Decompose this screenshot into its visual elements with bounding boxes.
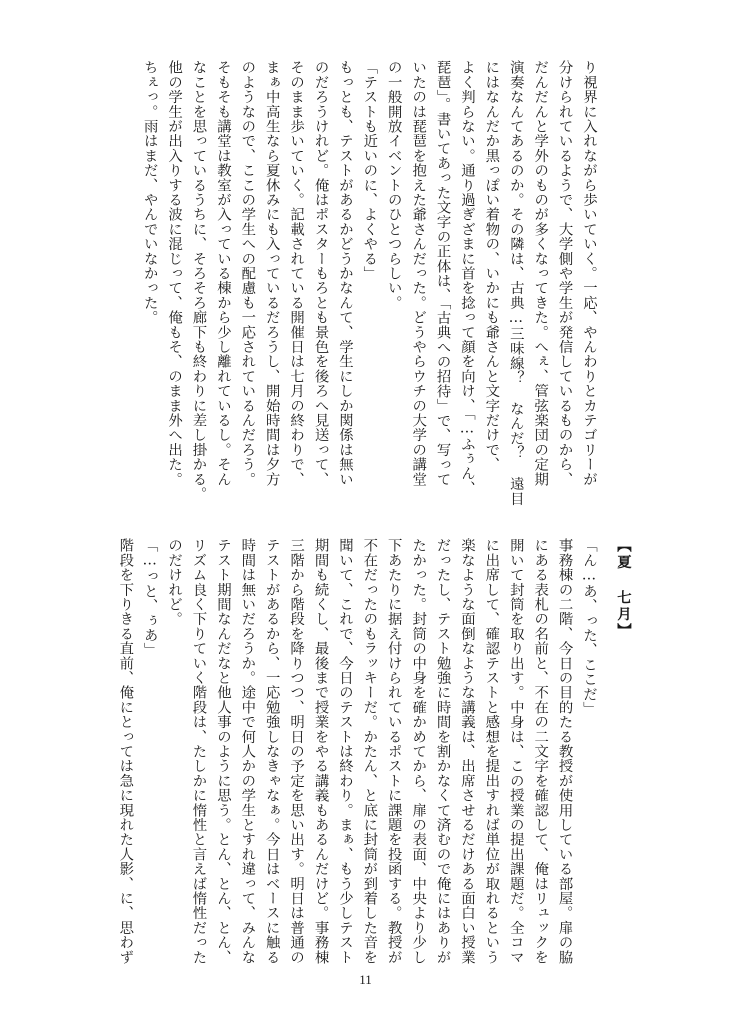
text-line: にある表札の名前と、不在の二文字を確認して、俺はリュックを bbox=[532, 538, 549, 965]
text-line: 事務棟の二階、今日の目的たる教授が使用している部屋。扉の脇 bbox=[556, 538, 573, 965]
text-line: に出席して、確認テストと感想を提出すれば単位が取れるという bbox=[483, 538, 500, 965]
text-line: もっとも、テストがあるかどうかなんて、学生にしか関係は無い bbox=[336, 60, 353, 487]
chapter-heading: 【夏 七月】 bbox=[615, 538, 632, 639]
text-line: だんだんと学外のものが多くなってきた。へぇ、管弦楽団の定期 bbox=[532, 60, 549, 487]
text-line: 三階から階段を降りつつ、明日の予定を思い出す。明日は普通の bbox=[288, 538, 305, 965]
text-line: 演奏なんてあるのか。その隣は、古典…三味線？ なんだ？ 遠目 bbox=[507, 60, 524, 506]
text-line: まぁ中高生なら夏休みにも入っているだろうし、開始時間は夕方 bbox=[263, 60, 280, 487]
text-line: 期間も続くし、最後まで授業をやる講義もあるんだけど。事務棟 bbox=[312, 538, 329, 965]
text-line: 聞いて、これで、今日のテストは終わり。まぁ、もう少しテスト bbox=[336, 538, 353, 965]
text-line: のようなので、ここの学生への配慮も一応されているんだろう。 bbox=[239, 60, 256, 487]
text-line: たかった。封筒の中身を確かめてから、扉の表面、中央より少し bbox=[410, 538, 427, 965]
text-line: 下あたりに据え付けられているポストに課題を投函する。教授が bbox=[385, 538, 402, 965]
text-line: 「…っと、ぅあ」 bbox=[141, 538, 158, 658]
lower-text-block bbox=[113, 538, 601, 978]
text-line: 階段を下りきる直前、俺にとっては急に現れた人影、に、思わず bbox=[117, 538, 134, 965]
text-line: 「テストも近いのに、よくやる」 bbox=[361, 60, 378, 281]
text-line: よく判らない。通り過ぎざまに首を捻って顔を向け、「…ふぅん、 bbox=[458, 60, 475, 496]
upper-text-block bbox=[137, 60, 601, 506]
text-line: テスト期間なんだなと他人事のように思う。とん、とん、とん、 bbox=[214, 538, 231, 965]
text-line: にはなんだか黒っぽい着物の、いかにも爺さんと文字だけで、 bbox=[483, 60, 500, 472]
text-line: のだろうけれど。俺はポスターもろとも景色を後ろへ見送って、 bbox=[312, 60, 329, 487]
text-line: 時間は無いだろうか。途中で何人かの学生とすれ違って、みんな bbox=[239, 538, 256, 965]
text-line: 他の学生が出入りする波に混じって、俺もそ、のまま外へ出た。 bbox=[166, 60, 183, 487]
text-line: リズム良く下りていく階段は、たしかに惰性と言えば惰性だった bbox=[190, 538, 207, 965]
page-number: 11 bbox=[359, 972, 372, 987]
text-line: そもそも講堂は教室が入っている棟から少し離れているし。そん bbox=[214, 60, 231, 487]
text-line: テストがあるから、一応勉強しなきゃなぁ。今日はベースに触る bbox=[263, 538, 280, 965]
text-line: の一般開放イベントのひとつらしい。 bbox=[385, 60, 402, 310]
text-line: 分けられているようで、大学側や学生が発信しているものから、 bbox=[556, 60, 573, 487]
text-line: のだけれど。 bbox=[166, 538, 183, 627]
text-line: 不在だったのもラッキーだ。かたん、と底に封筒が到着した音を bbox=[361, 538, 378, 965]
text-line: ちぇっ。雨はまだ、やんでいなかった。 bbox=[141, 60, 158, 325]
text-line: そのまま歩いていく。記載されている開催日は七月の終わりで、 bbox=[288, 60, 305, 487]
text-line: なことを思っているうちに、そろそろ廊下も終わりに差し掛かる。 bbox=[190, 60, 207, 501]
text-line: り視界に入れながら歩いていく。一応、やんわりとカテゴリーが bbox=[581, 60, 597, 487]
text-line: 「ん…あ、った、ここだ」 bbox=[581, 538, 597, 716]
text-line: 楽なような面倒なような講義は、出席させるだけある面白い授業 bbox=[458, 538, 475, 965]
text-line: 開いて封筒を取り出す。中身は、この授業の提出課題だ。全コマ bbox=[507, 538, 524, 965]
text-line: 琵琶」。書いてあった文字の正体は、「古典への招待」で、写って bbox=[434, 60, 451, 487]
text-line: だったし、テスト勉強に時間を割かなくて済むので俺にはありが bbox=[434, 538, 451, 965]
text-line: いたのは琵琶を抱えた爺さんだった。どうやらウチの大学の講堂 bbox=[410, 60, 427, 487]
